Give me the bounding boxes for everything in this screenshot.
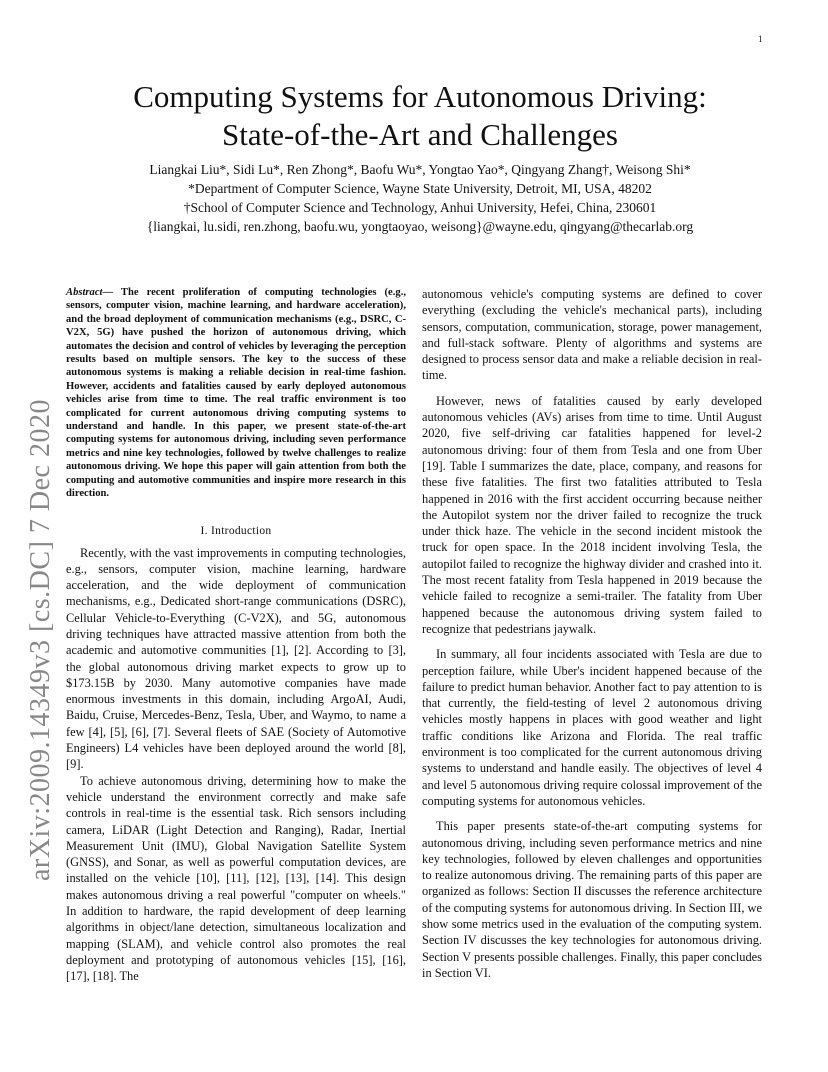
arxiv-watermark bbox=[20, 399, 62, 881]
section-heading-introduction: I. Introduction bbox=[200, 524, 272, 537]
abstract bbox=[66, 286, 406, 501]
author-block bbox=[60, 160, 780, 236]
paragraph: However, news of fatalities caused by early developed autonomous vehicles (AVs) arises from time to time. Until August 2020, five self-driving car fatalities happened for level-2 autonomous driving: four of them from Tesla and one from Uber [19]. Table I summarizes the date, place, company, and reasons for these five fatalities. The first two fatalities attributed to Tesla happened in 2016 with the first accident occurring because neither the Autopilot system nor the driver failed to recognize the truck under thick haze. The vehicle in the second incident mistook the truck for open space. In the 2018 incident involving Tesla, the autopilot failed to recognize the highway divider and crashed into it. The most recent fatality from Tesla happened in 2019 because the vehicle failed to recognize a semi-trailer. The fatality from Uber happened because the autonomous driving system failed to recognize that pedestrians jaywalk. bbox=[422, 393, 762, 636]
author-names: Liangkai Liu*, Sidi Lu*, Ren Zhong*, Baofu Wu*, Yongtao Yao*, Qingyang Zhang†, Weisong Shi* bbox=[149, 162, 691, 177]
left-column bbox=[66, 286, 406, 985]
abstract-label: Abstract bbox=[66, 287, 103, 298]
title-line-1: Computing Systems for Autonomous Driving: bbox=[133, 79, 707, 114]
paragraph: In summary, all four incidents associated with Tesla are due to perception failure, while Uber's incident happened because of the failure to predict human behavior. Another fact to pay attention to is that currently, the field-testing of level 2 autonomous driving vehicles mostly happens in places with good weather and light traffic conditions like Arizona and Florida. The real traffic environment is too complicated for the current autonomous driving systems to understand and handle easily. The objectives of level 4 and level 5 autonomous driving require colossal improvement of the computing systems for autonomous vehicles. bbox=[422, 647, 762, 808]
right-column bbox=[422, 286, 762, 990]
arxiv-id: arXiv:2009.14349v3 [cs.DC] 7 Dec 2020 bbox=[25, 399, 56, 881]
abstract-text: — The recent proliferation of computing technologies (e.g., sensors, computer vision, machine learning, and hardware acceleration), and the broad deployment of communication mechanisms (e.g., DSRC, C-V2X, 5G) have pushed the horizon of autonomous driving, which automates the decision and control of vehicles by leveraging the perception results based on multiple sensors. The key to the success of these autonomous systems is making a reliable decision in real-time fashion. However, accidents and fatalities caused by early deployed autonomous vehicles arise from time to time. The real traffic environment is too complicated for current autonomous driving computing systems to understand and handle. In this paper, we present state-of-the-art computing systems for autonomous driving, including seven performance metrics and nine key technologies, followed by twelve challenges to realize autonomous driving. We hope this paper will gain attention from both the computing and automotive communities and inspire more research in this direction. bbox=[66, 287, 406, 500]
paper-title bbox=[60, 78, 780, 154]
paragraph: autonomous vehicle's computing systems are defined to cover everything (excluding the vehicle's mechanical parts), including sensors, computation, communication, storage, power management, and full-stack software. Plenty of algorithms and systems are designed to process sensor data and make a reliable decision in real-time. bbox=[422, 287, 762, 383]
author-emails: {liangkai, lu.sidi, ren.zhong, baofu.wu, yongtaoyao, weisong}@wayne.edu, qingyang@thecarlab.org bbox=[146, 219, 694, 234]
page-number: 1 bbox=[758, 34, 763, 44]
paragraph: Recently, with the vast improvements in computing technologies, e.g., sensors, computer vision, machine learning, hardware acceleration, and the wide deployment of communication mechanisms, e.g., Dedicated short-range communications (DSRC), Cellular Vehicle-to-Everything (C-V2X), and 5G, autonomous driving techniques have attracted massive attention from both the academic and automotive communities [1], [2]. According to [3], the global autonomous driving market expects to grow up to $173.15B by 2030. Many automotive companies have made enormous investments in this domain, including ArgoAI, Audi, Baidu, Cruise, Mercedes-Benz, Tesla, Uber, and Waymo, to name a few [4], [5], [6], [7]. Several fleets of SAE (Society of Automotive Engineers) L4 vehicles have been deployed around the world [8], [9]. bbox=[66, 545, 406, 772]
paragraph: This paper presents state-of-the-art computing systems for autonomous driving, including seven performance metrics and nine key technologies, followed by eleven challenges and opportunities to realize autonomous driving. The remaining parts of this paper are organized as follows: Section II discusses the reference architecture of the computing systems for autonomous driving. In Section III, we show some metrics used in the evaluation of the computing system. Section IV discusses the key technologies for autonomous driving. Section V presents possible challenges. Finally, this paper concludes in Section VI. bbox=[422, 819, 762, 980]
paragraph: To achieve autonomous driving, determining how to make the vehicle understand the environment correctly and make safe controls in real-time is the essential task. Rich sensors including camera, LiDAR (Light Detection and Ranging), Radar, Inertial Measurement Unit (IMU), Global Navigation Satellite System (GNSS), and Sonar, as well as powerful computation devices, are installed on the vehicle [10], [11], [12], [13], [14]. This design makes autonomous driving a real powerful "computer on wheels." In addition to hardware, the rapid development of deep learning algorithms in object/lane detection, simultaneous localization and mapping (SLAM), and vehicle control also promotes the real deployment and prototyping of autonomous vehicles [15], [16], [17], [18]. The bbox=[66, 773, 406, 984]
affiliation-2: †School of Computer Science and Technology, Anhui University, Hefei, China, 230601 bbox=[183, 200, 657, 215]
title-line-2: State-of-the-Art and Challenges bbox=[222, 117, 618, 152]
affiliation-1: *Department of Computer Science, Wayne State University, Detroit, MI, USA, 48202 bbox=[188, 181, 652, 196]
